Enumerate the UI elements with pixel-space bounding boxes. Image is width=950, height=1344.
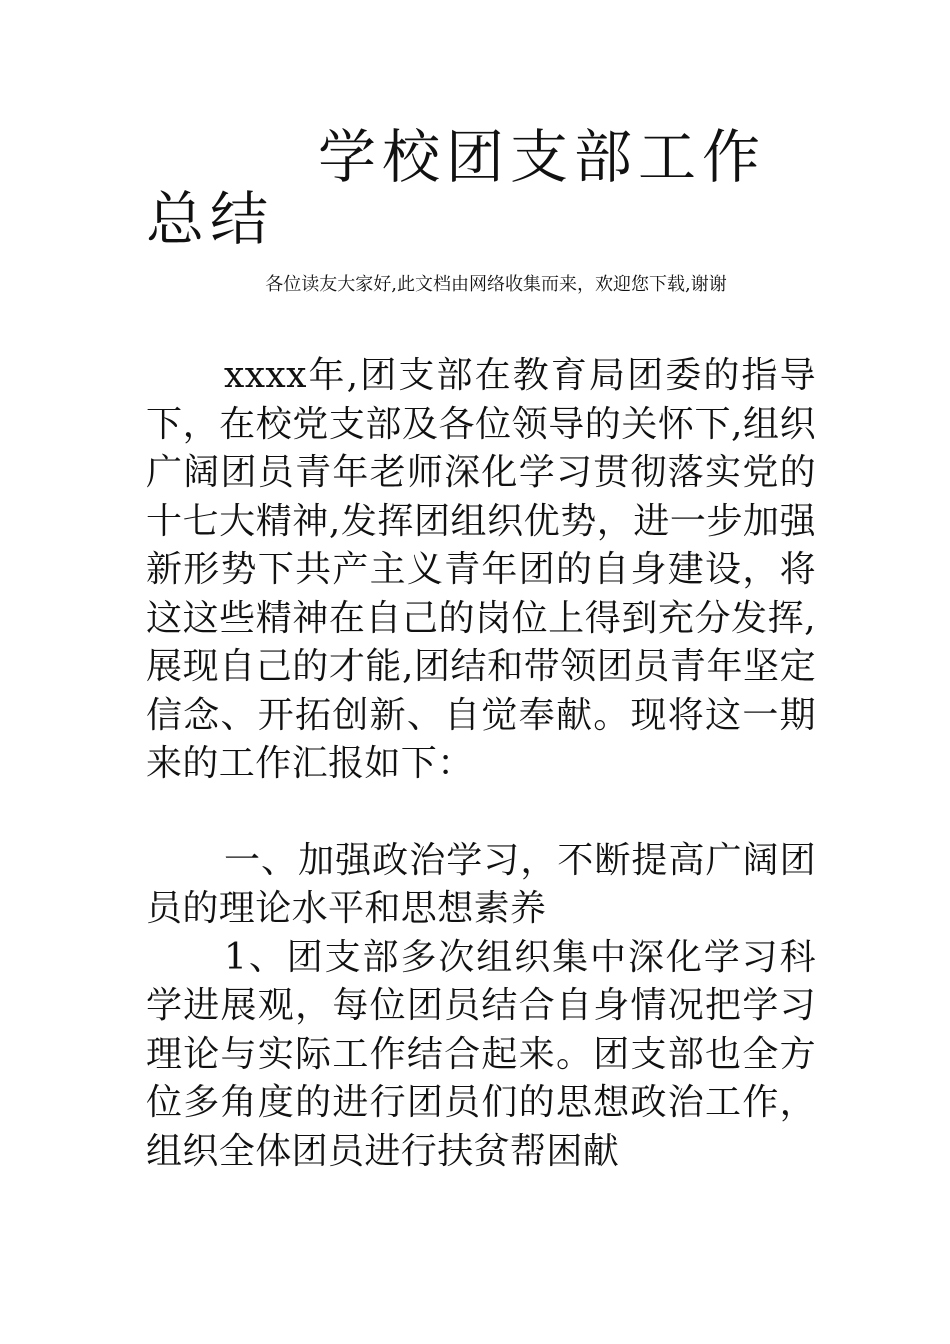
- document-title: 学校团支部工作总结: [146, 123, 767, 253]
- intro-paragraph: xxxx年,团支部在教育局团委的指导下，在校党支部及各位领导的关怀下,组织广阔团员青年老师深化学习贯彻落实党的十七大精神,发挥团组织优势，进一步加强新形势下共产主义青年团的自身建设，将这这些精神在自己的岗位上得到充分发挥,展现自己的才能,团结和带领团员青年坚定信念、开拓创新、自觉奉献。现将这一期来的工作汇报如下：: [146, 355, 816, 784]
- item-paragraph-1: 1、团支部多次组织集中深化学习科学进展观，每位团员结合自身情况把学习理论与实际工作结合起来。团支部也全方位多角度的进行团员们的思想政治工作，组织全体团员进行扶贫帮困献: [146, 936, 816, 1172]
- download-note: 各位读友大家好,此文档由网络收集而来，欢迎您下载,谢谢: [265, 274, 727, 295]
- document-body: [146, 352, 816, 1176]
- section-heading-1: 一、加强政治学习，不断提高广阔团员的理论水平和思想素养: [146, 839, 816, 929]
- paragraph-spacer: [146, 789, 816, 837]
